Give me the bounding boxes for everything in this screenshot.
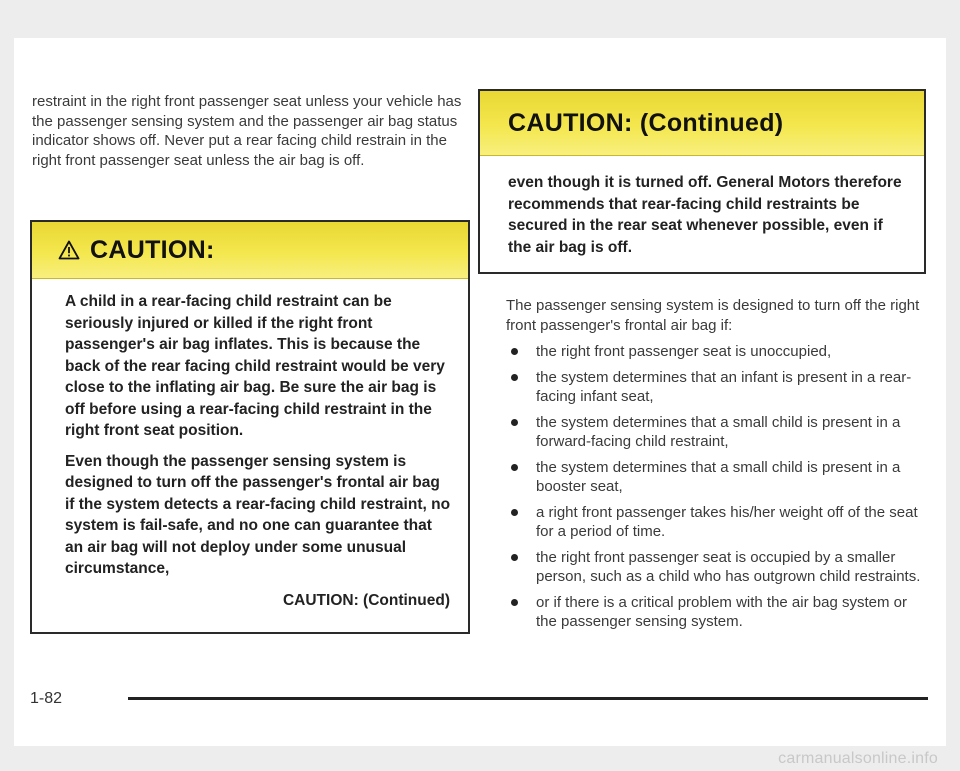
caution-continued-label: CAUTION: (Continued) bbox=[282, 591, 450, 609]
caution-header-left bbox=[32, 222, 468, 279]
condition-list bbox=[506, 342, 926, 638]
warning-triangle-icon bbox=[58, 240, 80, 260]
caution-title-left: CAUTION: bbox=[90, 235, 215, 264]
page-number: 1-82 bbox=[30, 690, 63, 707]
right-intro-text: The passenger sensing system is designed to turn off the right front passenger's frontal air bag if: bbox=[506, 297, 920, 334]
bullet-icon bbox=[511, 419, 518, 426]
bullet-icon bbox=[511, 464, 518, 471]
list-item-text: a right front passenger takes his/her weight off of the seat for a period of time. bbox=[536, 503, 918, 540]
list-item bbox=[506, 342, 926, 362]
caution-paragraph-1: A child in a rear-facing child restraint can be seriously injured or killed if the right front passenger's air bag inflates. This is because the back of the rear facing child restraint would be very close to the inflating air bag. Be sure the air bag is off before using a rear-facing child restraint in the right front seat position. bbox=[65, 293, 445, 439]
caution-box-right bbox=[478, 89, 926, 274]
left-column bbox=[32, 92, 468, 170]
bullet-icon bbox=[511, 348, 518, 355]
list-item-text: the system determines that a small child is present in a booster seat, bbox=[536, 458, 901, 495]
list-item bbox=[506, 458, 926, 497]
list-item-text: the right front passenger seat is unoccupied, bbox=[536, 343, 832, 360]
caution-header-right bbox=[480, 91, 924, 156]
list-item bbox=[506, 593, 926, 632]
caution-title-right: CAUTION: (Continued) bbox=[508, 108, 784, 137]
footer-rule bbox=[128, 697, 928, 700]
list-item bbox=[506, 503, 926, 542]
list-item bbox=[506, 368, 926, 407]
list-item-text: the system determines that an infant is present in a rear-facing infant seat, bbox=[536, 368, 912, 405]
list-item-text: the system determines that a small child is present in a forward-facing child restraint, bbox=[536, 413, 901, 450]
right-intro bbox=[506, 296, 926, 335]
list-item bbox=[506, 413, 926, 452]
bullet-icon bbox=[511, 509, 518, 516]
caution-body-right bbox=[480, 156, 924, 258]
list-item bbox=[506, 548, 926, 587]
list-item-text: the right front passenger seat is occupied by a smaller person, such as a child who has outgrown child restraints. bbox=[536, 548, 921, 585]
bullet-icon bbox=[511, 599, 518, 606]
list-item-text: or if there is a critical problem with the air bag system or the passenger sensing system. bbox=[536, 593, 907, 630]
caution-body-left bbox=[32, 279, 468, 611]
caution-box-left bbox=[30, 220, 470, 634]
site-watermark: carmanualsonline.info bbox=[778, 750, 938, 767]
caution-paragraph-2: Even though the passenger sensing system is designed to turn off the passenger's frontal air bag if the system detects a rear-facing child restraint, no system is fail-safe, and no one can guarantee that an air bag will not deploy under some unusual circumstance, bbox=[65, 452, 451, 577]
bullet-icon bbox=[511, 374, 518, 381]
bullet-icon bbox=[511, 554, 518, 561]
left-intro-text: restraint in the right front passenger seat unless your vehicle has the passenger sensing system and the passenger air bag status indicator shows off. Never put a rear facing child restrain in the right front passenger seat unless the air bag is off. bbox=[32, 93, 462, 169]
caution-continued-body: even though it is turned off. General Motors therefore recommends that rear-facing child restraints be secured in the rear seat whenever possible, even if the air bag is off. bbox=[508, 174, 902, 256]
